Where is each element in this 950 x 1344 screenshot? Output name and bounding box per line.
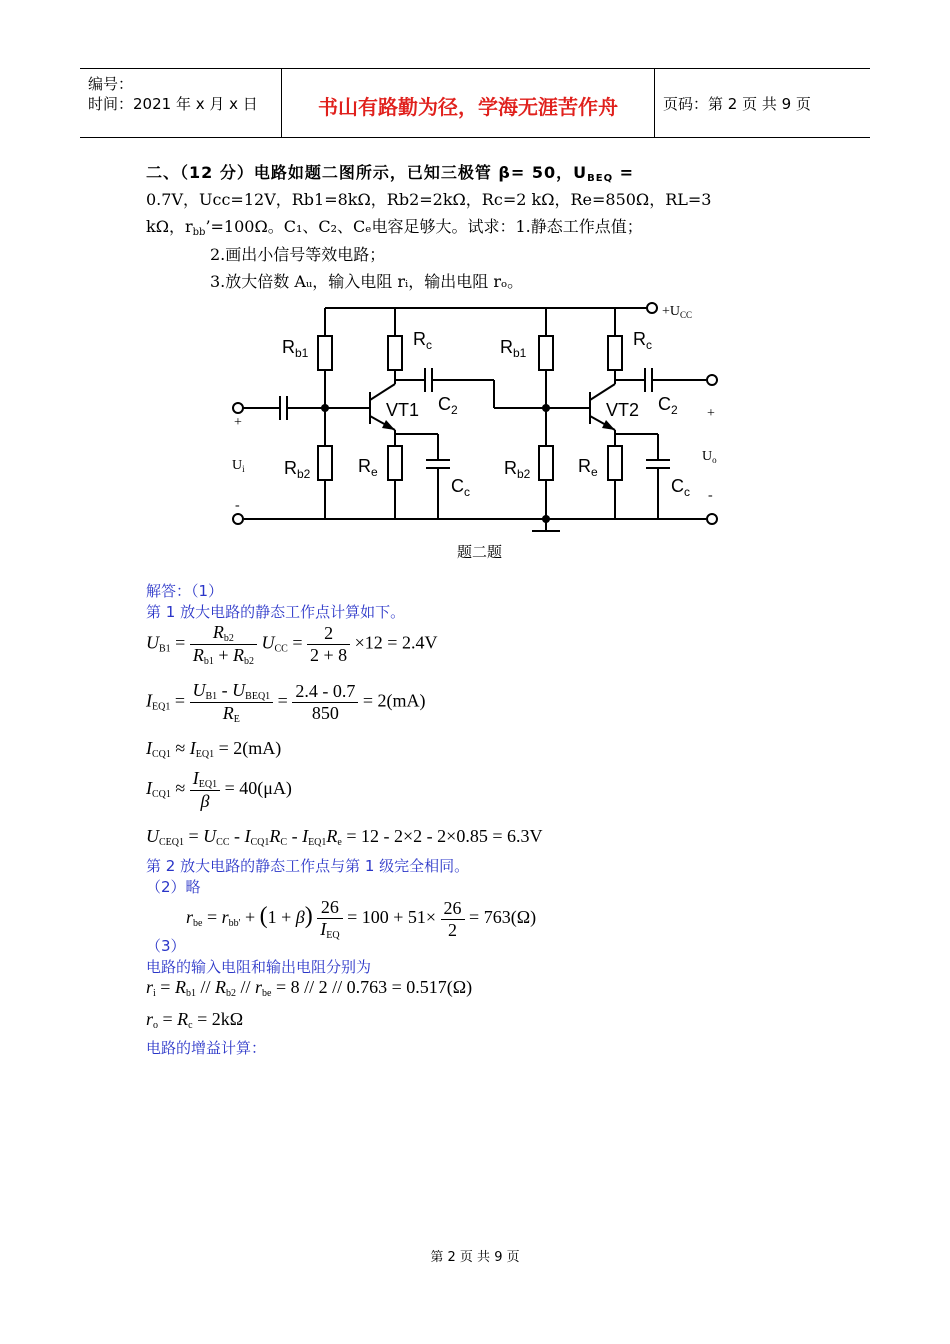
rb2-label-2: $R_{b2}$: [504, 458, 531, 481]
uo-label: $U_o$: [702, 449, 717, 465]
eq-uceq1-result: = 12 - 2×2 - 2×0.85 = 6.3V: [346, 826, 543, 846]
q3-end: ’=100Ω。C₁、C₂、Cₑ电容足够大。试求：1.静态工作点值；: [205, 217, 643, 236]
rb2-label-1: $R_{b2}$: [284, 458, 311, 481]
time-label: 时间：2021 年 x 月 x 日: [88, 95, 258, 113]
stage2-note: 第 2 放大电路的静态工作点与第 1 级完全相同。: [146, 857, 470, 875]
q2-f: e=850Ω，R: [582, 190, 678, 209]
eq-ieq1-result: = 2(mA): [362, 690, 426, 711]
q2-e: c=2 kΩ，R: [493, 190, 583, 209]
page-label: 页码：第 2 页 共 9 页: [663, 95, 811, 113]
eq-ri-result: = 8 // 2 // 0.763 = 0.517(Ω): [275, 977, 473, 997]
eq-rbe-result: = 763(Ω): [469, 907, 537, 928]
eq-ieq1-den: 850: [311, 703, 339, 723]
circuit-labels: [232, 304, 717, 561]
eq-icq1: $I_{CQ1} \approx I_{EQ1} = 2(mA)$: [146, 738, 282, 760]
re-label-2: $R_e$: [578, 456, 598, 479]
eq-ri: $r_i = R_{b1} // R_{b2} // r_{be} = 8 // 2 // 0.763 = 0.517(\Omega)$: [146, 977, 473, 999]
answer-intro: 第 1 放大电路的静态工作点计算如下。: [146, 603, 406, 621]
q2-g: L=3: [677, 190, 712, 209]
q2-a: 0.7V，U: [146, 190, 213, 209]
rb1-label-1: $R_{b1}$: [282, 337, 309, 360]
ui-label: $U_i$: [232, 458, 245, 474]
input-plus: +: [234, 415, 242, 430]
question-text-1: 二、（12 分）电路如题二图所示，已知三极管 β= 50，U: [146, 163, 588, 182]
part3-note: （3）: [146, 937, 186, 955]
q3-sub: bb: [192, 227, 206, 238]
motto: 书山有路勤为径，学海无涯苦作舟: [318, 95, 618, 119]
eq-ub1: $U_{B1}$ = $\frac{R_{b2}}{R_{b1} + R_{b2}}$ $U_{CC}$ = $\frac{2}{2 + 8}$ ×12 = 2.4V: [146, 622, 438, 667]
output-minus: -: [708, 488, 713, 503]
eq-ub1-result: ×12 = 2.4V: [354, 632, 438, 653]
eq-ibq1: $I_{CQ1}$ ≈ $\frac{I_{EQ1}}{\beta}$ = 40(μA): [146, 768, 292, 811]
vt2-label: VT2: [606, 400, 640, 420]
input-minus: -: [235, 498, 240, 513]
q2-c: b1=8kΩ，R: [303, 190, 399, 209]
cc-label-1: $C_c$: [451, 476, 470, 499]
q2-d: b2=2kΩ，R: [398, 190, 494, 209]
c2-label-2: $C_2$: [658, 394, 678, 417]
eq-ieq1-num: 2.4 - 0.7: [292, 681, 358, 703]
output-plus: +: [707, 406, 715, 421]
re-label-1: $R_e$: [358, 456, 378, 479]
q3-a: kΩ，r: [146, 217, 193, 236]
c2-label-1: $C_2$: [438, 394, 458, 417]
eq-rbe: $r_{be} = r_{bb'} + (1 + \beta)$ $\frac{26}{I_{EQ}}$ = 100 + 51× $\frac{26}{2}$ = 763(Ω): [186, 897, 537, 941]
gain-intro: 电路的增益计算：: [146, 1039, 267, 1057]
eq-icq1-result: = 2(mA): [218, 738, 282, 758]
question-item-3: 3.放大倍数 Aᵤ，输入电阻 rᵢ，输出电阻 rₒ。: [210, 272, 524, 291]
vt1-label: VT1: [386, 400, 420, 420]
answer-heading: 解答：（1）: [146, 582, 224, 600]
rc-label-1: $R_c$: [413, 329, 432, 352]
page-footer: 第 2 页 共 9 页: [430, 1250, 520, 1265]
eq-rbe-mid: = 100 + 51×: [347, 907, 437, 928]
part2-note: （2）略: [146, 878, 201, 896]
question-text-1-end: =: [613, 163, 635, 182]
eq-ro: $r_o = R_c = 2k\Omega$: [146, 1009, 244, 1031]
eq-ibq1-result: = 40(μA): [224, 778, 292, 799]
circuit-diagram: [0, 0, 950, 570]
eq-ieq1: $I_{EQ1}$ = $\frac{U_{B1} - U_{BEQ1}}{R_E}$ = $\frac{2.4 - 0.7}{850}$ = 2(mA): [146, 680, 426, 725]
serial-label: 编号：: [88, 75, 134, 93]
eq-uceq1: $U_{CEQ1} = U_{CC} - I_{CQ1}R_C - I_{EQ1}R_e = 12 - 2\times 2 - 2\times 0.85 = 6.3V$: [146, 826, 543, 848]
q2-b: cc=12V，R: [212, 190, 304, 209]
resist-intro: 电路的输入电阻和输出电阻分别为: [146, 958, 372, 976]
rb1-label-2: $R_{b1}$: [500, 337, 527, 360]
question-sub-1: BEQ: [587, 173, 614, 184]
rc-label-2: $R_c$: [633, 329, 652, 352]
question-item-2: 2.画出小信号等效电路；: [210, 245, 386, 264]
cc-label-2: $C_c$: [671, 476, 690, 499]
figure-caption: 题二题: [457, 543, 503, 561]
eq-ro-result: = 2kΩ: [197, 1009, 244, 1029]
ucc-label: $+U_{CC}$: [662, 304, 693, 320]
